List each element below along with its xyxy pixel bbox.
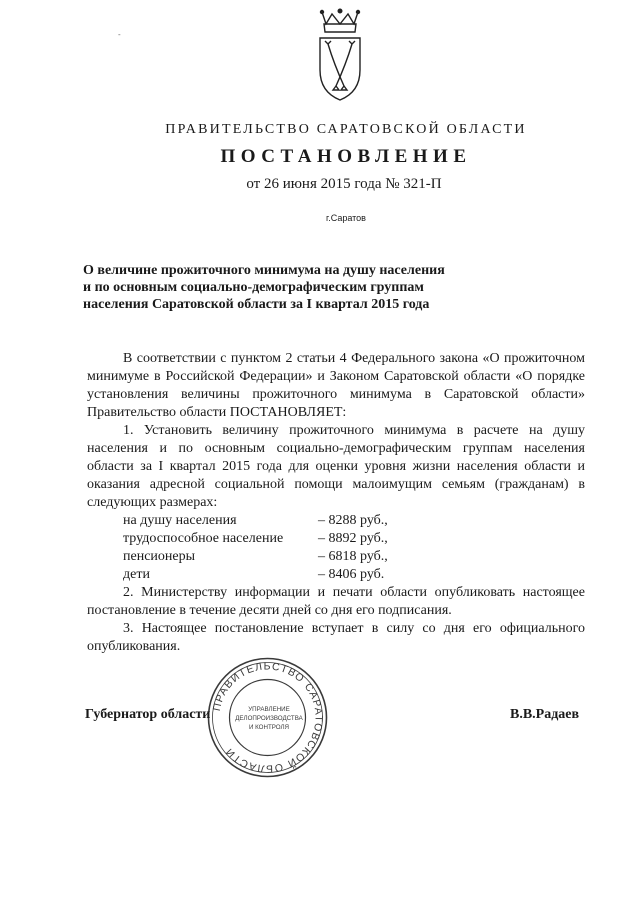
size-row: [87, 530, 585, 548]
item-1-paragraph: 1. Установить величину прожиточного минимума в расчете на душу населения и по основным социально-демографическим группам населения области за I квартал 2015 года для оценки уровня жизни населения области и оказания адресной социальной помощи малоимущим семьям (гражданам) в следующих размерах:: [87, 423, 585, 510]
item-3-paragraph: 3. Настоящее постановление вступает в силу со дня его официального опубликования.: [87, 621, 585, 654]
corner-mark: -: [118, 30, 121, 39]
subsistence-sizes-list: [87, 512, 585, 584]
size-value: – 6818 руб.,: [318, 549, 388, 564]
item-2-paragraph: 2. Министерству информации и печати области опубликовать настоящее постановление в течение десяти дней со дня его подписания.: [87, 585, 585, 618]
stamp-center-line: И КОНТРОЛЯ: [248, 724, 290, 731]
document-title-line: и по основным социально-демографическим группам: [83, 280, 424, 295]
stamp-center-line: УПРАВЛЕНИЕ: [248, 706, 290, 713]
document-title: [83, 262, 503, 313]
document-type: ПОСТАНОВЛЕНИЕ: [220, 146, 472, 167]
stamp-center-line: ДЕЛОПРОИЗВОДСТВА: [235, 715, 303, 722]
document-city: г.Саратов: [326, 213, 366, 223]
document-title-line: населения Саратовской области за I квартал 2015 года: [83, 297, 430, 312]
size-value: – 8288 руб.,: [318, 513, 388, 528]
size-row: [87, 512, 585, 530]
document-date-number: от 26 июня 2015 года № 321-П: [246, 176, 442, 192]
size-value: – 8892 руб.,: [318, 531, 388, 546]
document-title-line: О величине прожиточного минимума на душу населения: [83, 263, 445, 278]
size-row: [87, 548, 585, 566]
official-stamp: [205, 655, 330, 780]
document-body: [87, 350, 585, 656]
size-row: [87, 566, 585, 584]
signer-title: Губернатор области: [85, 707, 211, 722]
size-label: на душу населения: [123, 513, 237, 528]
preamble-paragraph: В соответствии с пунктом 2 статьи 4 Федерального закона «О прожиточном минимуме в Российской Федерации» и Законом Саратовской области «О порядке установления величины прожиточного минимума в Саратовской области» Правительство области ПОСТАНОВЛЯЕТ:: [87, 351, 585, 420]
stamp-ring-text: ПРАВИТЕЛЬСТВО САРАТОВСКОЙ ОБЛАСТИ: [210, 660, 325, 775]
size-label: трудоспособное население: [123, 531, 284, 546]
size-value: – 8406 руб.: [318, 567, 385, 582]
size-label: пенсионеры: [123, 549, 196, 564]
saratov-coat-of-arms-icon: [300, 8, 380, 106]
government-name: ПРАВИТЕЛЬСТВО САРАТОВСКОЙ ОБЛАСТИ: [165, 122, 527, 137]
signer-name: В.В.Радаев: [510, 707, 580, 722]
size-label: дети: [123, 567, 150, 582]
